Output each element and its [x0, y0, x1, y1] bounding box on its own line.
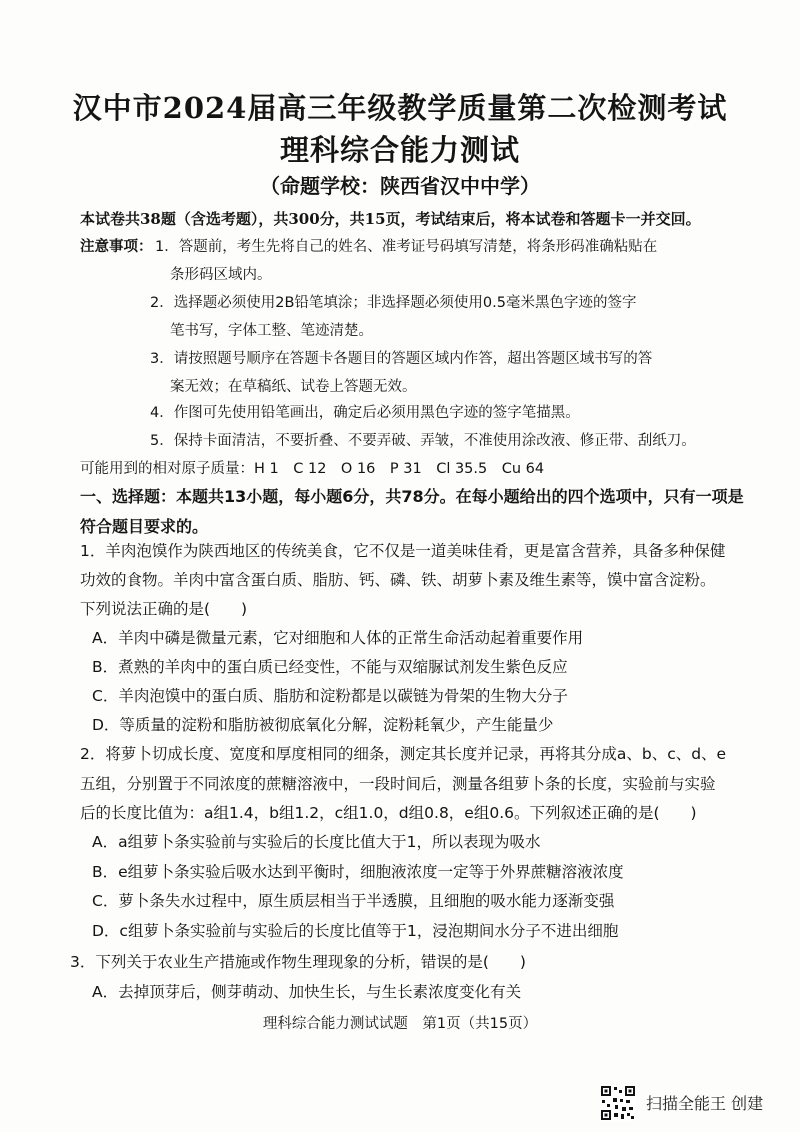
page-footer: 理科综合能力测试试题 第1页（共15页） — [262, 1016, 538, 1032]
section-heading: 一、选择题：本题共13小题，每小题6分，共78分。在每小题给出的四个选项中，只有一项是 — [80, 487, 744, 506]
exam-school: （命题学校：陕西省汉中中学） — [260, 174, 540, 198]
question-1-option-d: D．等质量的淀粉和脂肪被彻底氧化分解，淀粉耗氧少，产生能量少 — [92, 716, 554, 734]
question-1-option-c: C．羊肉泡馍中的蛋白质、脂肪和淀粉都是以碳链为骨架的生物大分子 — [92, 687, 568, 705]
atomic-masses: 可能用到的相对原子质量：H 1 C 12 O 16 P 31 Cl 35.5 Cu 64 — [80, 461, 545, 477]
note-line: 2．选择题必须使用2B铅笔填涂；非选择题必须使用0.5毫米黑色字迹的签字 — [150, 295, 637, 311]
question-1-stem: 下列说法正确的是( ) — [80, 600, 248, 618]
qr-code-icon — [600, 1085, 636, 1121]
scanner-watermark: 扫描全能王 创建 — [646, 1094, 764, 1113]
section-heading-cont: 符合题目要求的。 — [80, 517, 209, 536]
question-2-stem: 后的长度比值为：a组1.4，b组1.2，c组1.0，d组0.8，e组0.6。下列叙述正确的是( ) — [80, 804, 697, 822]
question-3-stem: 3．下列关于农业生产措施或作物生理现象的分析，错误的是( ) — [70, 953, 526, 971]
exam-intro: 本试卷共38题（含选考题），共300分，共15页，考试结束后，将本试卷和答题卡一并交回。 — [80, 210, 701, 228]
question-1-stem: 1．羊肉泡馍作为陕西地区的传统美食，它不仅是一道美味佳肴，更是富含营养，具备多种保健 — [80, 542, 726, 560]
note-line: 笔书写，字体工整、笔迹清楚。 — [170, 323, 373, 339]
question-1-option-a: A．羊肉中磷是微量元素，它对细胞和人体的正常生命活动起着重要作用 — [92, 629, 584, 647]
question-3-option-a: A．去掉顶芽后，侧芽萌动、加快生长，与生长素浓度变化有关 — [92, 983, 522, 1001]
note-line: 3．请按照题号顺序在答题卡各题目的答题区域内作答，超出答题区域书写的答 — [150, 351, 653, 367]
note-line: 1．答题前，考生先将自己的姓名、准考证号码填写清楚，将条形码准确粘贴在 — [155, 239, 658, 255]
exam-title: 汉中市2024届高三年级教学质量第二次检测考试 — [72, 91, 728, 125]
question-2-option-b: B．e组萝卜条实验后吸水达到平衡时，细胞液浓度一定等于外界蔗糖溶液浓度 — [92, 863, 624, 881]
question-1-option-b: B．煮熟的羊肉中的蛋白质已经变性，不能与双缩脲试剂发生紫色反应 — [92, 658, 568, 676]
question-2-option-a: A．a组萝卜条实验前与实验后的长度比值大于1，所以表现为吸水 — [92, 833, 541, 851]
question-1-stem: 功效的食物。羊肉中富含蛋白质、脂肪、钙、磷、铁、胡萝卜素及维生素等，馍中富含淀粉。 — [80, 571, 716, 589]
question-2-stem: 2．将萝卜切成长度、宽度和厚度相同的细条，测定其长度并记录，再将其分成a、b、c、d、e — [80, 745, 727, 763]
notes-label: 注意事项： — [80, 238, 153, 255]
exam-subtitle: 理科综合能力测试 — [279, 133, 520, 167]
question-2-stem: 五组，分别置于不同浓度的蔗糖溶液中，一段时间后，测量各组萝卜条的长度，实验前与实验 — [80, 775, 716, 793]
question-2-option-d: D．c组萝卜条实验前与实验后的长度比值等于1，浸泡期间水分子不进出细胞 — [92, 922, 619, 940]
question-2-option-c: C．萝卜条失水过程中，原生质层相当于半透膜，且细胞的吸水能力逐渐变强 — [92, 892, 615, 910]
note-line: 4．作图可先使用铅笔画出，确定后必须用黑色字迹的签字笔描黑。 — [150, 405, 580, 421]
note-line: 条形码区域内。 — [170, 267, 272, 283]
note-line: 5．保持卡面清洁，不要折叠、不要弄破、弄皱，不准使用涂改液、修正带、刮纸刀。 — [150, 433, 696, 449]
note-line: 案无效；在草稿纸、试卷上答题无效。 — [170, 379, 417, 395]
